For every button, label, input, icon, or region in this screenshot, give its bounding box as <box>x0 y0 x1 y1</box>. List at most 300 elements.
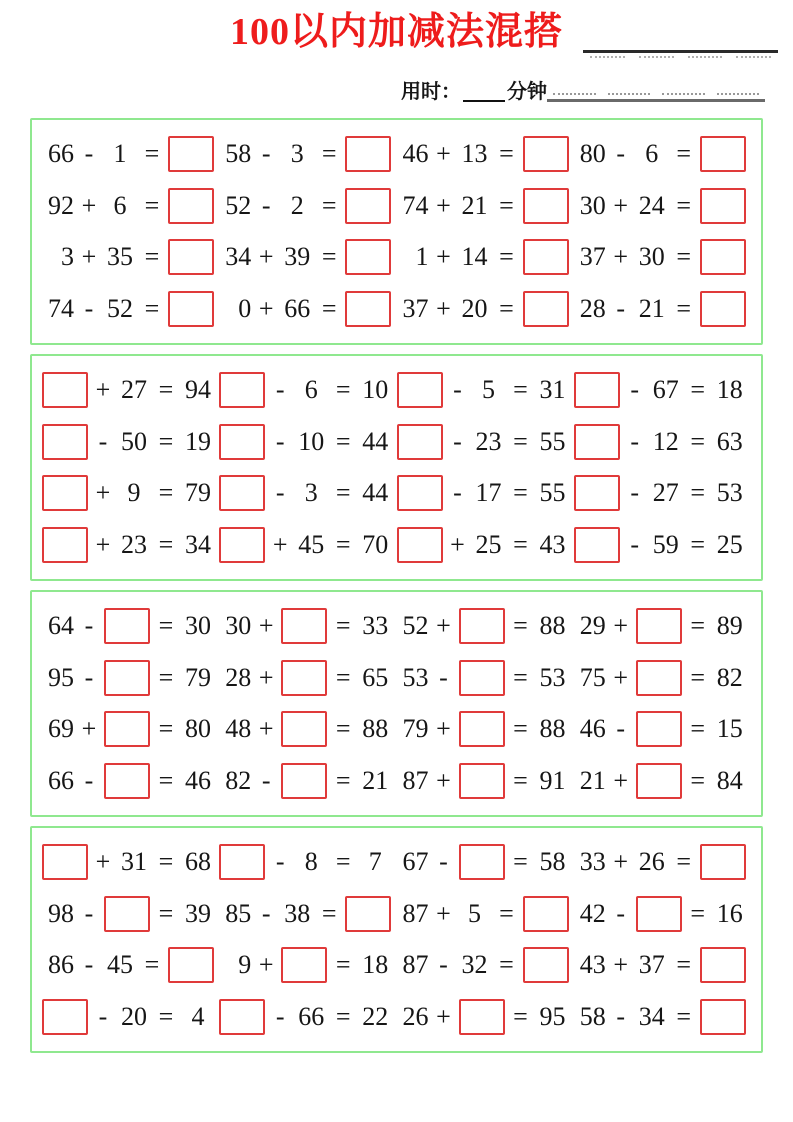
operand: 6 <box>113 190 127 220</box>
operand: 25 <box>716 530 743 560</box>
math-problem <box>397 239 574 275</box>
equals-sign: = <box>158 846 174 876</box>
math-problem <box>574 608 751 644</box>
problem-section-1 <box>30 118 763 345</box>
plus-sign: + <box>81 190 97 220</box>
minus-sign: - <box>84 950 94 980</box>
answer-box[interactable] <box>574 372 620 408</box>
math-problem <box>574 844 751 880</box>
operand: 1 <box>113 138 127 168</box>
operand: 22 <box>362 1002 389 1032</box>
plus-sign: + <box>436 294 451 324</box>
operand: 91 <box>539 766 566 796</box>
equals-sign: = <box>158 1002 174 1032</box>
answer-box[interactable] <box>345 188 391 224</box>
time-row <box>401 74 765 102</box>
equals-sign: = <box>144 242 160 272</box>
operand: 35 <box>107 242 133 272</box>
problem-section-2 <box>30 354 763 581</box>
operand: 44 <box>362 478 389 508</box>
answer-box[interactable] <box>636 711 682 747</box>
operand: 67 <box>402 846 429 876</box>
answer-box[interactable] <box>636 763 682 799</box>
answer-box[interactable] <box>42 527 88 563</box>
math-problem <box>42 947 219 983</box>
minus-sign: - <box>275 374 285 404</box>
answer-box[interactable] <box>345 896 391 932</box>
equals-sign: = <box>144 294 160 324</box>
plus-sign: + <box>95 846 111 876</box>
equals-sign: = <box>690 662 706 692</box>
minus-sign: - <box>616 1002 626 1032</box>
operand: 27 <box>652 478 679 508</box>
operand: 98 <box>48 898 74 928</box>
math-problem <box>42 896 219 932</box>
math-problem <box>397 475 574 511</box>
operand: 79 <box>185 662 211 692</box>
operand: 87 <box>402 950 429 980</box>
equals-sign: = <box>158 426 174 456</box>
math-problem <box>219 475 396 511</box>
equals-sign: = <box>321 138 337 168</box>
operand: 88 <box>539 610 566 640</box>
math-problem <box>397 844 574 880</box>
answer-box[interactable] <box>104 896 150 932</box>
equals-sign: = <box>690 610 706 640</box>
math-problem <box>219 608 396 644</box>
equals-sign: = <box>513 530 528 560</box>
math-problem <box>219 763 396 799</box>
equals-sign: = <box>144 950 160 980</box>
operand: 45 <box>298 530 325 560</box>
answer-box[interactable] <box>574 527 620 563</box>
operand: 5 <box>468 898 481 928</box>
minus-sign: - <box>261 138 271 168</box>
operand: 74 <box>48 294 74 324</box>
minus-sign: - <box>84 294 94 324</box>
answer-box[interactable] <box>700 188 746 224</box>
answer-box[interactable] <box>104 608 150 644</box>
operand: 28 <box>579 294 606 324</box>
equals-sign: = <box>321 242 337 272</box>
answer-box[interactable] <box>636 896 682 932</box>
equals-sign: = <box>513 766 528 796</box>
answer-box[interactable] <box>219 527 265 563</box>
operand: 67 <box>652 374 679 404</box>
operand: 14 <box>461 242 488 272</box>
operand: 5 <box>482 374 495 404</box>
answer-box[interactable] <box>42 475 88 511</box>
answer-box[interactable] <box>168 239 214 275</box>
math-problem <box>574 527 751 563</box>
answer-box[interactable] <box>397 527 443 563</box>
answer-box[interactable] <box>459 660 505 696</box>
equals-sign: = <box>690 898 706 928</box>
answer-box[interactable] <box>459 711 505 747</box>
equals-sign: = <box>513 374 528 404</box>
operand: 46 <box>402 138 429 168</box>
equals-sign: = <box>676 242 692 272</box>
plus-sign: + <box>613 610 629 640</box>
equals-sign: = <box>335 714 351 744</box>
answer-box[interactable] <box>168 188 214 224</box>
answer-box[interactable] <box>523 896 569 932</box>
operand: 0 <box>238 294 252 324</box>
answer-box[interactable] <box>281 947 327 983</box>
equals-sign: = <box>499 294 514 324</box>
answer-box[interactable] <box>700 999 746 1035</box>
math-problem <box>574 136 751 172</box>
operand: 37 <box>402 294 429 324</box>
answer-box[interactable] <box>42 999 88 1035</box>
math-problem <box>42 660 219 696</box>
operand: 95 <box>48 662 74 692</box>
plus-sign: + <box>436 1002 451 1032</box>
plus-sign: + <box>613 766 629 796</box>
answer-box[interactable] <box>345 291 391 327</box>
operand: 52 <box>225 190 252 220</box>
operand: 52 <box>402 610 429 640</box>
answer-box[interactable] <box>700 239 746 275</box>
equals-sign: = <box>690 374 706 404</box>
math-problem <box>219 136 396 172</box>
plus-sign: + <box>258 714 274 744</box>
plus-sign: + <box>95 374 111 404</box>
operand: 33 <box>362 610 389 640</box>
math-problem <box>397 763 574 799</box>
math-problem <box>397 711 574 747</box>
minus-sign: - <box>84 138 94 168</box>
operand: 82 <box>225 766 252 796</box>
time-blank-line <box>463 72 505 102</box>
minus-sign: - <box>84 766 94 796</box>
operand: 69 <box>48 714 74 744</box>
equals-sign: = <box>335 478 351 508</box>
math-problem <box>219 188 396 224</box>
operand: 39 <box>185 898 211 928</box>
operand: 1 <box>415 242 429 272</box>
math-problem <box>574 660 751 696</box>
answer-box[interactable] <box>459 763 505 799</box>
operand: 29 <box>579 610 606 640</box>
operand: 48 <box>225 714 252 744</box>
answer-box[interactable] <box>636 608 682 644</box>
equals-sign: = <box>144 138 160 168</box>
operand: 79 <box>402 714 429 744</box>
operand: 34 <box>185 530 211 560</box>
math-problem <box>42 527 219 563</box>
equals-sign: = <box>158 374 174 404</box>
answer-box[interactable] <box>104 711 150 747</box>
equals-sign: = <box>513 478 528 508</box>
operand: 86 <box>48 950 74 980</box>
answer-box[interactable] <box>459 999 505 1035</box>
equals-sign: = <box>499 898 514 928</box>
equals-sign: = <box>499 242 514 272</box>
operand: 53 <box>539 662 566 692</box>
answer-box[interactable] <box>345 136 391 172</box>
operand: 66 <box>48 138 74 168</box>
answer-box[interactable] <box>345 239 391 275</box>
math-problem <box>42 239 219 275</box>
operand: 20 <box>461 294 488 324</box>
plus-sign: + <box>95 530 111 560</box>
answer-box[interactable] <box>219 372 265 408</box>
plus-sign: + <box>81 714 97 744</box>
operand: 30 <box>579 190 606 220</box>
answer-box[interactable] <box>459 608 505 644</box>
answer-box[interactable] <box>700 291 746 327</box>
answer-box[interactable] <box>104 763 150 799</box>
math-problem <box>397 424 574 460</box>
time-writing-line <box>547 74 765 102</box>
math-problem <box>42 999 219 1035</box>
operand: 3 <box>61 242 74 272</box>
minus-sign: - <box>261 898 271 928</box>
minus-sign: - <box>630 478 640 508</box>
operand: 87 <box>402 898 429 928</box>
equals-sign: = <box>499 950 514 980</box>
operand: 7 <box>368 846 382 876</box>
plus-sign: + <box>436 898 451 928</box>
operand: 84 <box>716 766 743 796</box>
plus-sign: + <box>613 190 629 220</box>
operand: 39 <box>284 242 311 272</box>
equals-sign: = <box>158 530 174 560</box>
math-problem <box>574 475 751 511</box>
answer-box[interactable] <box>523 947 569 983</box>
math-problem <box>397 608 574 644</box>
math-problem <box>42 711 219 747</box>
answer-box[interactable] <box>219 475 265 511</box>
equals-sign: = <box>676 190 692 220</box>
operand: 21 <box>638 294 665 324</box>
answer-box[interactable] <box>42 372 88 408</box>
equals-sign: = <box>335 950 351 980</box>
minus-sign: - <box>616 138 626 168</box>
answer-box[interactable] <box>168 291 214 327</box>
operand: 19 <box>185 426 211 456</box>
minus-sign: - <box>261 766 271 796</box>
answer-box[interactable] <box>700 844 746 880</box>
math-problem <box>574 711 751 747</box>
operand: 68 <box>185 846 211 876</box>
operand: 87 <box>402 766 429 796</box>
title-underline-solid-line <box>583 50 778 53</box>
answer-box[interactable] <box>574 475 620 511</box>
equals-sign: = <box>513 714 528 744</box>
math-problem <box>574 372 751 408</box>
answer-box[interactable] <box>104 660 150 696</box>
operand: 43 <box>579 950 606 980</box>
equals-sign: = <box>321 898 337 928</box>
operand: 50 <box>121 426 147 456</box>
operand: 10 <box>362 374 389 404</box>
plus-sign: + <box>436 714 451 744</box>
answer-box[interactable] <box>281 608 327 644</box>
equals-sign: = <box>690 530 706 560</box>
operand: 92 <box>48 190 74 220</box>
equals-sign: = <box>335 1002 351 1032</box>
minus-sign: - <box>616 714 626 744</box>
math-problem <box>574 239 751 275</box>
operand: 85 <box>225 898 252 928</box>
operand: 79 <box>185 478 211 508</box>
operand: 31 <box>539 374 566 404</box>
operand: 30 <box>185 610 211 640</box>
title-underline-dotted-guides <box>583 56 778 58</box>
minus-sign: - <box>453 426 462 456</box>
operand: 66 <box>284 294 311 324</box>
math-problem <box>219 424 396 460</box>
math-problem <box>397 999 574 1035</box>
operand: 45 <box>107 950 133 980</box>
equals-sign: = <box>335 846 351 876</box>
equals-sign: = <box>158 714 174 744</box>
operand: 37 <box>579 242 606 272</box>
answer-box[interactable] <box>397 475 443 511</box>
plus-sign: + <box>613 846 629 876</box>
minus-sign: - <box>275 846 285 876</box>
math-problem <box>574 763 751 799</box>
operand: 33 <box>579 846 606 876</box>
math-problem <box>219 947 396 983</box>
answer-box[interactable] <box>42 844 88 880</box>
math-problem <box>574 999 751 1035</box>
plus-sign: + <box>258 242 274 272</box>
minus-sign: - <box>616 898 626 928</box>
equals-sign: = <box>158 478 174 508</box>
equals-sign: = <box>335 426 351 456</box>
minus-sign: - <box>275 426 285 456</box>
answer-box[interactable] <box>42 424 88 460</box>
plus-sign: + <box>436 190 451 220</box>
answer-box[interactable] <box>397 424 443 460</box>
answer-box[interactable] <box>281 660 327 696</box>
minus-sign: - <box>98 426 108 456</box>
operand: 34 <box>225 242 252 272</box>
operand: 32 <box>461 950 488 980</box>
math-problem <box>42 136 219 172</box>
operand: 27 <box>121 374 147 404</box>
answer-box[interactable] <box>700 136 746 172</box>
equals-sign: = <box>513 662 528 692</box>
equals-sign: = <box>690 478 706 508</box>
operand: 64 <box>48 610 74 640</box>
minus-sign: - <box>439 662 448 692</box>
operand: 23 <box>475 426 502 456</box>
equals-sign: = <box>158 898 174 928</box>
minus-sign: - <box>261 190 271 220</box>
plus-sign: + <box>258 294 274 324</box>
operand: 30 <box>638 242 665 272</box>
operand: 3 <box>290 138 304 168</box>
operand: 24 <box>638 190 665 220</box>
operand: 26 <box>402 1002 429 1032</box>
equals-sign: = <box>513 610 528 640</box>
answer-box[interactable] <box>523 188 569 224</box>
operand: 66 <box>298 1002 325 1032</box>
equals-sign: = <box>335 530 351 560</box>
answer-box[interactable] <box>523 136 569 172</box>
operand: 74 <box>402 190 429 220</box>
answer-box[interactable] <box>700 947 746 983</box>
answer-box[interactable] <box>574 424 620 460</box>
operand: 21 <box>461 190 488 220</box>
operand: 70 <box>362 530 389 560</box>
operand: 55 <box>539 478 566 508</box>
operand: 26 <box>638 846 665 876</box>
math-problem <box>219 844 396 880</box>
answer-box[interactable] <box>459 844 505 880</box>
minus-sign: - <box>439 950 448 980</box>
operand: 38 <box>284 898 311 928</box>
operand: 8 <box>304 846 318 876</box>
equals-sign: = <box>335 610 351 640</box>
answer-box[interactable] <box>281 763 327 799</box>
operand: 43 <box>539 530 566 560</box>
operand: 52 <box>107 294 133 324</box>
answer-box[interactable] <box>281 711 327 747</box>
minus-sign: - <box>84 610 94 640</box>
operand: 6 <box>645 138 659 168</box>
operand: 58 <box>579 1002 606 1032</box>
answer-box[interactable] <box>523 239 569 275</box>
plus-sign: + <box>436 138 451 168</box>
operand: 12 <box>652 426 679 456</box>
minus-sign: - <box>98 1002 108 1032</box>
equals-sign: = <box>676 950 692 980</box>
math-problem <box>219 896 396 932</box>
equals-sign: = <box>676 138 692 168</box>
equals-sign: = <box>335 662 351 692</box>
operand: 66 <box>48 766 74 796</box>
answer-box[interactable] <box>168 947 214 983</box>
problem-section-4 <box>30 826 763 1053</box>
operand: 18 <box>362 950 389 980</box>
plus-sign: + <box>258 950 274 980</box>
operand: 89 <box>716 610 743 640</box>
operand: 75 <box>579 662 606 692</box>
operand: 9 <box>238 950 252 980</box>
operand: 80 <box>579 138 606 168</box>
answer-box[interactable] <box>219 844 265 880</box>
equals-sign: = <box>513 1002 528 1032</box>
answer-box[interactable] <box>168 136 214 172</box>
title-underline <box>583 50 778 58</box>
plus-sign: + <box>258 610 274 640</box>
operand: 20 <box>121 1002 147 1032</box>
operand: 63 <box>716 426 743 456</box>
answer-box[interactable] <box>219 999 265 1035</box>
answer-box[interactable] <box>397 372 443 408</box>
answer-box[interactable] <box>219 424 265 460</box>
operand: 23 <box>121 530 147 560</box>
operand: 18 <box>716 374 743 404</box>
math-problem <box>397 188 574 224</box>
operand: 2 <box>290 190 304 220</box>
minus-sign: - <box>616 294 626 324</box>
answer-box[interactable] <box>523 291 569 327</box>
answer-box[interactable] <box>636 660 682 696</box>
operand: 95 <box>539 1002 566 1032</box>
equals-sign: = <box>499 138 514 168</box>
minus-sign: - <box>275 478 285 508</box>
operand: 44 <box>362 426 389 456</box>
plus-sign: + <box>95 478 111 508</box>
equals-sign: = <box>158 766 174 796</box>
equals-sign: = <box>144 190 160 220</box>
